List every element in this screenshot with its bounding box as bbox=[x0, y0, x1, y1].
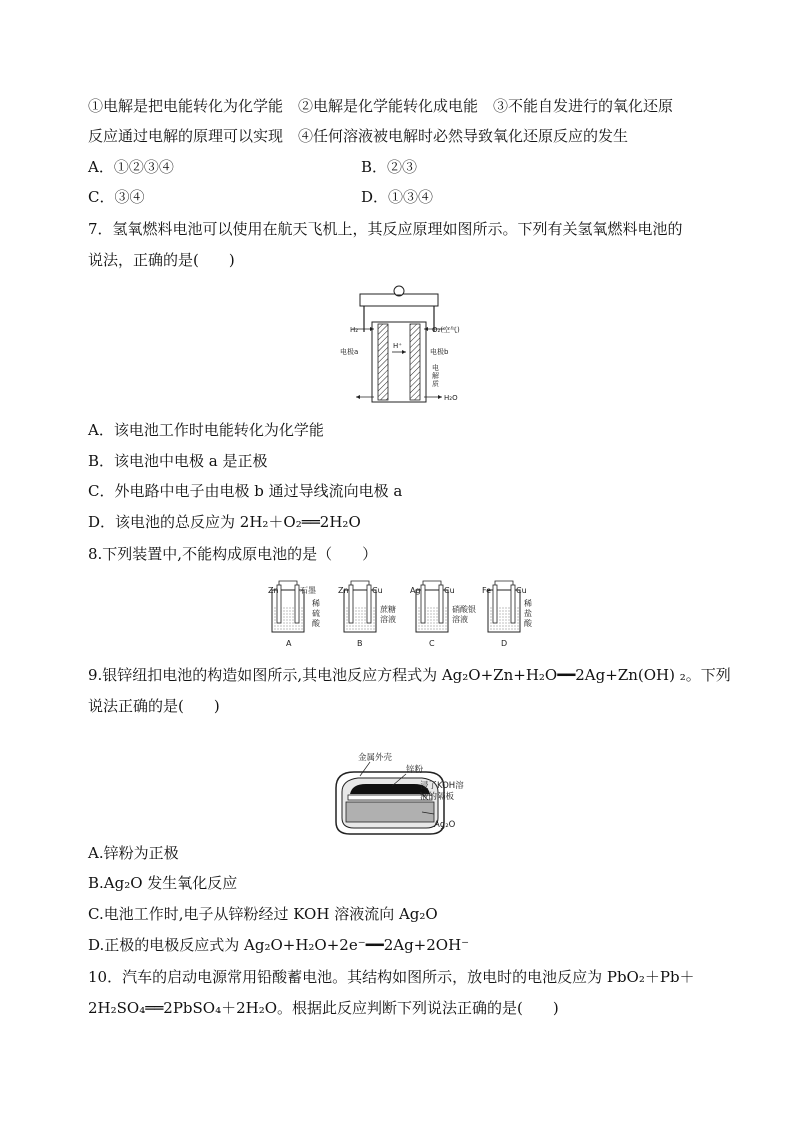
cell-a bbox=[268, 581, 321, 648]
cell-a-left: Zn bbox=[268, 586, 279, 595]
cell-b-left: Zn bbox=[338, 586, 349, 595]
q9-option-a: A.锌粉为正极 bbox=[88, 844, 179, 862]
q7-option-b: B．该电池中电极 a 是正极 bbox=[88, 452, 268, 470]
cell-b-right: Cu bbox=[372, 586, 383, 595]
q6-stem-line1: ①电解是把电能转化为化学能 ②电解是化学能转化成电能 ③不能自发进行的氧化还原 bbox=[88, 97, 674, 115]
q9-option-b: B.Ag₂O 发生氧化反应 bbox=[88, 874, 238, 892]
label-shell: 金属外壳 bbox=[358, 753, 393, 763]
q7-option-c: C．外电路中电子由电极 b 通过导线流向电极 a bbox=[88, 482, 403, 500]
cell-c-sol-1: 硝酸银 bbox=[452, 605, 476, 614]
q9-option-d: D.正极的电极反应式为 Ag₂O+H₂O+2e⁻━━2Ag+2OH⁻ bbox=[88, 936, 470, 954]
cell-c-left: Ag bbox=[410, 586, 421, 595]
q6-option-d: D．①③④ bbox=[361, 188, 434, 206]
label-h2o: H₂O bbox=[444, 394, 458, 402]
q10-stem-line1: 10．汽车的启动电源常用铅酸蓄电池。其结构如图所示，放电时的电池反应为 PbO₂＋Pb＋ bbox=[88, 968, 695, 986]
label-electrode-b: 电极b bbox=[430, 348, 449, 356]
electrode-b bbox=[410, 324, 420, 400]
cell-a-sol-3: 酸 bbox=[312, 619, 320, 628]
q6-stem-line2: 反应通过电解的原理可以实现 ④任何溶液被电解时必然导致氧化还原反应的发生 bbox=[88, 127, 629, 145]
label-electrolyte-2: 解 bbox=[432, 372, 439, 380]
label-o2: O₂(空气) bbox=[432, 326, 460, 334]
cell-c-right: Cu bbox=[444, 586, 455, 595]
cell-c bbox=[410, 581, 476, 648]
q6-option-a: A．①②③④ bbox=[88, 158, 174, 176]
cell-d bbox=[482, 581, 533, 648]
q8-stem: 8.下列装置中,不能构成原电池的是（ ） bbox=[88, 545, 378, 563]
q10-stem-line2: 2H₂SO₄══2PbSO₄＋2H₂O。根据此反应判断下列说法正确的是( ) bbox=[88, 999, 559, 1017]
label-h2: H₂ bbox=[350, 326, 359, 334]
cell-c-sol-2: 溶液 bbox=[452, 615, 468, 624]
q9-stem-line1: 9.银锌纽扣电池的构造如图所示,其电池反应方程式为 Ag₂O+Zn+H₂O━━2Ag+Zn(OH) ₂。下列 bbox=[88, 666, 731, 684]
cell-b-tag: B bbox=[357, 639, 363, 648]
label-electrolyte-3: 质 bbox=[432, 380, 439, 388]
q7-option-d: D．该电池的总反应为 2H₂＋O₂══2H₂O bbox=[88, 513, 361, 531]
cell-d-left: Fe bbox=[482, 586, 492, 595]
cell-d-sol-1: 稀 bbox=[524, 599, 532, 608]
label-h-plus: H⁺ bbox=[393, 342, 402, 350]
label-ag2o: Ag₂O bbox=[434, 820, 456, 830]
q6-option-c: C．③④ bbox=[88, 188, 145, 206]
cell-b-sol-1: 蔗糖 bbox=[380, 605, 396, 614]
cell-c-tag: C bbox=[429, 639, 435, 648]
q7-stem-line2: 说法，正确的是( ) bbox=[88, 251, 235, 269]
q9-stem-line2: 说法正确的是( ) bbox=[88, 697, 220, 715]
cell-a-sol-2: 硫 bbox=[312, 609, 320, 618]
q7-option-a: A．该电池工作时电能转化为化学能 bbox=[88, 421, 324, 439]
galvanic-cells-diagram bbox=[262, 580, 542, 652]
cell-a-tag: A bbox=[286, 639, 292, 648]
cell-a-sol-1: 稀 bbox=[312, 599, 320, 608]
cell-d-right: Cu bbox=[516, 586, 527, 595]
electrode-a bbox=[378, 324, 388, 400]
cell-d-sol-3: 酸 bbox=[524, 619, 532, 628]
button-battery-diagram bbox=[330, 748, 480, 840]
q7-stem-line1: 7．氢氧燃料电池可以使用在航天飞机上，其反应原理如图所示。下列有关氢氧燃料电池的 bbox=[88, 220, 683, 238]
label-separator-2: 液的隔板 bbox=[420, 792, 455, 802]
cell-d-sol-2: 盐 bbox=[524, 609, 532, 618]
cell-a-right: 石墨 bbox=[300, 586, 316, 595]
q6-option-b: B．②③ bbox=[361, 158, 418, 176]
label-zinc: 锌粉 bbox=[406, 765, 424, 775]
q9-option-c: C.电池工作时,电子从锌粉经过 KOH 溶液流向 Ag₂O bbox=[88, 905, 438, 923]
fuel-cell-diagram bbox=[334, 282, 464, 412]
label-separator-1: 浸了KOH溶 bbox=[420, 781, 464, 791]
cell-b bbox=[338, 581, 396, 648]
label-electrolyte-1: 电 bbox=[432, 364, 439, 372]
cell-b-sol-2: 溶液 bbox=[380, 615, 396, 624]
label-electrode-a: 电极a bbox=[340, 348, 359, 356]
cell-d-tag: D bbox=[501, 639, 508, 648]
